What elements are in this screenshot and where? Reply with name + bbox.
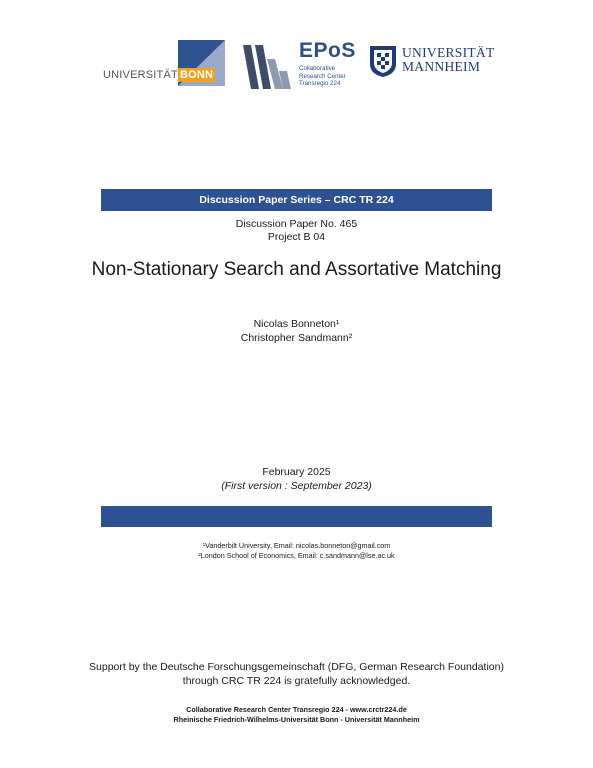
paper-title: Non-Stationary Search and Assortative Matching: [91, 259, 502, 280]
mannheim-crest-icon: [368, 44, 398, 78]
mannheim-logo-text: [402, 46, 495, 74]
support-line-1: Support by the Deutsche Forschungsgemeinschaft (DFG, German Research Foundation): [89, 661, 504, 673]
project-label: Project B 04: [267, 231, 326, 243]
university-mannheim-logo: [368, 44, 495, 80]
first-version-date: (First version : September 2023): [221, 480, 372, 492]
epos-logo-subtitle: [299, 65, 346, 88]
affiliation-1: ¹Vanderbilt University, Email: nicolas.bonneton@gmail.com: [202, 541, 391, 550]
author-1: Nicolas Bonneton¹: [253, 318, 340, 330]
affiliation-2: ²London School of Economics, Email: c.sandmann@lse.ac.uk: [198, 551, 395, 560]
bonn-logo-text-main: UNIVERSITÄT: [103, 69, 178, 81]
epos-logo-title: EPoS: [299, 39, 356, 62]
bottom-bar: [101, 506, 492, 527]
epos-logo: [241, 41, 359, 91]
university-bonn-logo: [103, 40, 225, 90]
series-bar: Discussion Paper Series – CRC TR 224: [101, 189, 492, 211]
bonn-logo-text: [103, 69, 215, 81]
epos-logo-subtitle-3: Transregio 224: [299, 80, 341, 87]
paper-number: Discussion Paper No. 465: [235, 218, 358, 230]
support-line-2: through CRC TR 224 is gratefully acknowledged.: [182, 675, 411, 687]
mannheim-logo-line2: MANNHEIM: [402, 59, 481, 74]
bonn-logo-text-box: BONN: [179, 69, 214, 81]
footer-line-1: Collaborative Research Center Transregio 224 - www.crctr224.de: [186, 705, 407, 714]
publication-date: February 2025: [262, 466, 331, 478]
epos-logo-subtitle-1: Collaborative: [299, 65, 336, 72]
epos-mark-icon: [241, 41, 297, 91]
mannheim-logo-line1: UNIVERSITÄT: [402, 45, 495, 60]
author-2: Christopher Sandmann²: [240, 332, 353, 344]
epos-logo-subtitle-2: Research Center: [299, 72, 346, 80]
footer-line-2: Rheinische Friedrich-Wilhelms-Universität Bonn - Universität Mannheim: [173, 715, 420, 724]
